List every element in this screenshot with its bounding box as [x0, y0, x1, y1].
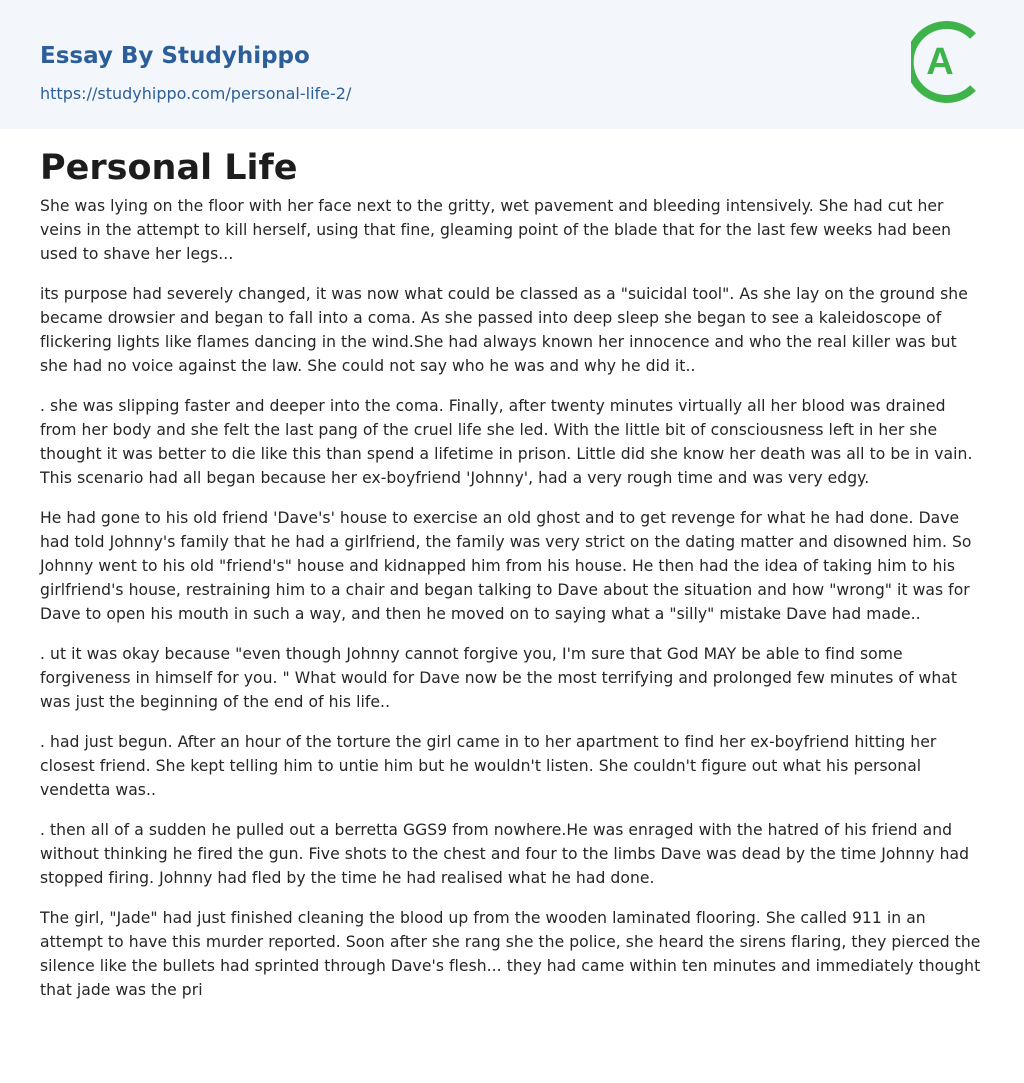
studyhippo-logo-icon[interactable]	[911, 19, 987, 105]
page-title: Personal Life	[40, 148, 298, 188]
paragraph-8: The girl, "Jade" had just finished cleaning the blood up from the wooden laminated flooring. She called 911 in an attempt to have this murder reported. Soon after she rang she the police, she heard the sirens flaring, they pierced the silence like the bullets had sprinted through Dave's flesh... they had came within ten minutes and immediately thought that jade was the pri	[40, 909, 981, 999]
article	[0, 148, 1024, 1002]
brand-title[interactable]: Essay By Studyhippo	[40, 43, 310, 69]
paragraph-5: . ut it was okay because "even though Johnny cannot forgive you, I'm sure that God MAY be able to find some forgiveness in himself for you. " What would for Dave now be the most terrifying and prolonged few minutes of what was just the beginning of the end of his life..	[40, 645, 958, 711]
site-header	[0, 0, 1024, 129]
paragraph-7: . then all of a sudden he pulled out a berretta GGS9 from nowhere.He was enraged with the hatred of his friend and without thinking he fired the gun. Five shots to the chest and four to the limbs Dave was dead by the time Johnny had stopped firing. Johnny had fled by the time he had realised what he had done.	[40, 821, 970, 887]
paragraph-4: He had gone to his old friend 'Dave's' house to exercise an old ghost and to get revenge for what he had done. Dave had told Johnny's family that he had a girlfriend, the family was very strict on the dating matter and disowned him. So Johnny went to his old "friend's" house and kidnapped him from his house. He then had the idea of taking him to his girlfriend's house, restraining him to a chair and began talking to Dave about the situation and how "wrong" it was for Dave to open his mouth in such a way, and then he moved on to saying what a "silly" mistake Dave had made..	[40, 509, 972, 623]
paragraph-6: . had just begun. After an hour of the torture the girl came in to her apartment to find her ex-boyfriend hitting her closest friend. She kept telling him to untie him but he wouldn't listen. She couldn't figure out what his personal vendetta was..	[40, 733, 937, 799]
paragraph-3: . she was slipping faster and deeper into the coma. Finally, after twenty minutes virtually all her blood was drained from her body and she felt the last pang of the cruel life she led. With the little bit of consciousness left in her she thought it was better to die like this than spend a lifetime in prison. Little did she know her death was all to be in vain. This scenario had all began because her ex-boyfriend 'Johnny', had a very rough time and was very edgy.	[40, 397, 973, 487]
logo-letter: A	[926, 41, 954, 83]
paragraph-1: She was lying on the floor with her face next to the gritty, wet pavement and bleeding intensively. She had cut her veins in the attempt to kill herself, using that fine, gleaming point of the blade that for the last few weeks had been used to shave her legs...	[40, 197, 952, 263]
paragraph-2: its purpose had severely changed, it was now what could be classed as a "suicidal tool". As she lay on the ground she became drowsier and began to fall into a coma. As she passed into deep sleep she began to see a kaleidoscope of flickering lights like flames dancing in the wind.She had always known her innocence and who the real killer was but she had no voice against the law. She could not say who he was and why he did it..	[40, 285, 968, 375]
essay-url-link[interactable]: https://studyhippo.com/personal-life-2/	[40, 84, 352, 103]
